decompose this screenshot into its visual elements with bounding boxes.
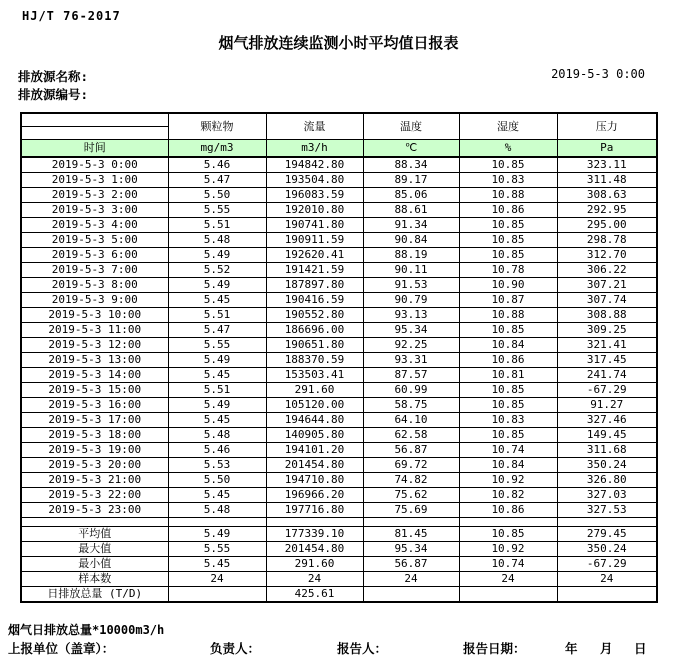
value-cell: 291.60: [266, 556, 363, 571]
table-row: [21, 586, 657, 602]
column-header: 湿度: [459, 113, 557, 139]
value-cell: 10.86: [459, 352, 557, 367]
row-time: 2019-5-3 19:00: [21, 442, 168, 457]
row-time: 2019-5-3 12:00: [21, 337, 168, 352]
row-time: 2019-5-3 18:00: [21, 427, 168, 442]
value-cell: 88.34: [363, 157, 459, 173]
value-cell: 308.63: [557, 187, 657, 202]
value-cell: 5.55: [168, 541, 266, 556]
value-cell: 192620.41: [266, 247, 363, 262]
value-cell: 5.47: [168, 172, 266, 187]
value-cell: 140905.80: [266, 427, 363, 442]
table-row: [21, 442, 657, 457]
header-spacer-cell: [21, 113, 168, 126]
table-row: [21, 187, 657, 202]
value-cell: 194710.80: [266, 472, 363, 487]
table-row: [21, 172, 657, 187]
table-row: [21, 337, 657, 352]
value-cell: 10.90: [459, 277, 557, 292]
summary-label: 最小值: [21, 556, 168, 571]
row-time: 2019-5-3 9:00: [21, 292, 168, 307]
value-cell: 190741.80: [266, 217, 363, 232]
value-cell: 5.52: [168, 262, 266, 277]
summary-rows: [21, 526, 657, 602]
value-cell: 10.85: [459, 157, 557, 173]
value-cell: 5.45: [168, 412, 266, 427]
table-row: [21, 397, 657, 412]
value-cell: 241.74: [557, 367, 657, 382]
column-header: 颗粒物: [168, 113, 266, 139]
value-cell: 10.86: [459, 502, 557, 517]
table-row: [21, 157, 657, 173]
table-row: [21, 571, 657, 586]
hourly-rows: [21, 157, 657, 518]
value-cell: 194101.20: [266, 442, 363, 457]
empty-cell: [168, 517, 266, 526]
value-cell: 10.85: [459, 397, 557, 412]
value-cell: 5.47: [168, 322, 266, 337]
value-cell: 91.53: [363, 277, 459, 292]
table-row: [21, 202, 657, 217]
year-label: 年: [565, 641, 578, 656]
value-cell: 186696.00: [266, 322, 363, 337]
unit-header: ℃: [363, 139, 459, 157]
value-cell: 5.45: [168, 487, 266, 502]
row-time: 2019-5-3 20:00: [21, 457, 168, 472]
value-cell: 88.61: [363, 202, 459, 217]
header-spacer-cell: [21, 126, 168, 139]
separator-row: [21, 517, 657, 526]
value-cell: 10.92: [459, 472, 557, 487]
value-cell: [459, 586, 557, 602]
table-row: [21, 556, 657, 571]
column-header: 压力: [557, 113, 657, 139]
value-cell: 91.27: [557, 397, 657, 412]
value-cell: 10.86: [459, 202, 557, 217]
row-time: 2019-5-3 0:00: [21, 157, 168, 173]
value-cell: 10.85: [459, 232, 557, 247]
value-cell: 62.58: [363, 427, 459, 442]
value-cell: 64.10: [363, 412, 459, 427]
value-cell: 5.49: [168, 247, 266, 262]
value-cell: 24: [266, 571, 363, 586]
value-cell: 306.22: [557, 262, 657, 277]
value-cell: 10.78: [459, 262, 557, 277]
value-cell: 5.45: [168, 292, 266, 307]
value-cell: 10.84: [459, 337, 557, 352]
value-cell: -67.29: [557, 556, 657, 571]
value-cell: 5.55: [168, 202, 266, 217]
value-cell: 5.49: [168, 397, 266, 412]
value-cell: 308.88: [557, 307, 657, 322]
value-cell: 81.45: [363, 526, 459, 541]
value-cell: 307.74: [557, 292, 657, 307]
value-cell: 105120.00: [266, 397, 363, 412]
signature-line: [0, 639, 677, 655]
value-cell: 201454.80: [266, 457, 363, 472]
value-cell: 10.85: [459, 322, 557, 337]
value-cell: 5.49: [168, 526, 266, 541]
table-row: [21, 352, 657, 367]
value-cell: 5.51: [168, 217, 266, 232]
value-cell: 425.61: [266, 586, 363, 602]
value-cell: -67.29: [557, 382, 657, 397]
value-cell: 177339.10: [266, 526, 363, 541]
table-row: [21, 367, 657, 382]
value-cell: 60.99: [363, 382, 459, 397]
row-time: 2019-5-3 5:00: [21, 232, 168, 247]
value-cell: 10.81: [459, 367, 557, 382]
value-cell: 10.74: [459, 442, 557, 457]
units-row: [21, 139, 657, 157]
time-header: 时间: [21, 139, 168, 157]
value-cell: 317.45: [557, 352, 657, 367]
value-cell: 91.34: [363, 217, 459, 232]
value-cell: 5.45: [168, 556, 266, 571]
table-row: [21, 292, 657, 307]
value-cell: 92.25: [363, 337, 459, 352]
value-cell: [557, 586, 657, 602]
total-emission-note: 烟气日排放总量*10000m3/h: [8, 623, 165, 637]
value-cell: 10.92: [459, 541, 557, 556]
empty-cell: [21, 517, 168, 526]
value-cell: 187897.80: [266, 277, 363, 292]
value-cell: 190651.80: [266, 337, 363, 352]
value-cell: 323.11: [557, 157, 657, 173]
value-cell: 190911.59: [266, 232, 363, 247]
value-cell: 10.85: [459, 247, 557, 262]
value-cell: 85.06: [363, 187, 459, 202]
table-row: [21, 277, 657, 292]
table-row: [21, 541, 657, 556]
value-cell: 56.87: [363, 556, 459, 571]
value-cell: 321.41: [557, 337, 657, 352]
table-row: [21, 382, 657, 397]
month-label: 月: [600, 641, 613, 656]
value-cell: 10.85: [459, 382, 557, 397]
value-cell: 10.83: [459, 412, 557, 427]
source-id-label: 排放源编号:: [18, 87, 89, 102]
value-cell: 193504.80: [266, 172, 363, 187]
row-time: 2019-5-3 14:00: [21, 367, 168, 382]
row-time: 2019-5-3 11:00: [21, 322, 168, 337]
row-time: 2019-5-3 21:00: [21, 472, 168, 487]
row-time: 2019-5-3 7:00: [21, 262, 168, 277]
report-date-label: 报告日期：: [463, 641, 526, 656]
value-cell: 89.17: [363, 172, 459, 187]
value-cell: 201454.80: [266, 541, 363, 556]
value-cell: 192010.80: [266, 202, 363, 217]
source-name-label: 排放源名称:: [18, 69, 89, 84]
value-cell: 10.74: [459, 556, 557, 571]
summary-label: 样本数: [21, 571, 168, 586]
report-unit-label: 上报单位（盖章）：: [8, 641, 115, 656]
value-cell: [168, 586, 266, 602]
unit-header: Pa: [557, 139, 657, 157]
empty-cell: [557, 517, 657, 526]
value-cell: 10.84: [459, 457, 557, 472]
value-cell: 93.13: [363, 307, 459, 322]
value-cell: 188370.59: [266, 352, 363, 367]
value-cell: 5.50: [168, 472, 266, 487]
column-header: 流量: [266, 113, 363, 139]
row-time: 2019-5-3 13:00: [21, 352, 168, 367]
value-cell: 58.75: [363, 397, 459, 412]
value-cell: 24: [459, 571, 557, 586]
value-cell: 5.45: [168, 367, 266, 382]
unit-header: %: [459, 139, 557, 157]
value-cell: 311.68: [557, 442, 657, 457]
value-cell: 311.48: [557, 172, 657, 187]
column-header: 温度: [363, 113, 459, 139]
value-cell: 24: [168, 571, 266, 586]
responsible-label: 负责人：: [210, 641, 261, 656]
value-cell: 90.11: [363, 262, 459, 277]
value-cell: 295.00: [557, 217, 657, 232]
row-time: 2019-5-3 4:00: [21, 217, 168, 232]
value-cell: 75.69: [363, 502, 459, 517]
value-cell: 191421.59: [266, 262, 363, 277]
value-cell: 56.87: [363, 442, 459, 457]
table-row: [21, 526, 657, 541]
empty-cell: [459, 517, 557, 526]
value-cell: 292.95: [557, 202, 657, 217]
value-cell: 327.46: [557, 412, 657, 427]
table-row: [21, 412, 657, 427]
value-cell: 190416.59: [266, 292, 363, 307]
value-cell: 326.80: [557, 472, 657, 487]
table-row: [21, 307, 657, 322]
empty-cell: [363, 517, 459, 526]
day-label: 日: [634, 641, 647, 656]
value-cell: 10.88: [459, 307, 557, 322]
value-cell: 298.78: [557, 232, 657, 247]
unit-header: mg/m3: [168, 139, 266, 157]
value-cell: 350.24: [557, 541, 657, 556]
value-cell: 5.48: [168, 427, 266, 442]
standard-number: HJ/T 76-2017: [22, 9, 121, 23]
row-time: 2019-5-3 2:00: [21, 187, 168, 202]
value-cell: 75.62: [363, 487, 459, 502]
value-cell: 95.34: [363, 322, 459, 337]
value-cell: 190552.80: [266, 307, 363, 322]
value-cell: 88.19: [363, 247, 459, 262]
value-cell: 350.24: [557, 457, 657, 472]
table-row: [21, 247, 657, 262]
row-time: 2019-5-3 23:00: [21, 502, 168, 517]
page-title: 烟气排放连续监测小时平均值日报表: [218, 34, 459, 52]
value-cell: 69.72: [363, 457, 459, 472]
value-cell: 74.82: [363, 472, 459, 487]
value-cell: 307.21: [557, 277, 657, 292]
value-cell: 24: [363, 571, 459, 586]
row-time: 2019-5-3 6:00: [21, 247, 168, 262]
table-row: [21, 322, 657, 337]
table-row: [21, 457, 657, 472]
table-row: [21, 502, 657, 517]
row-time: 2019-5-3 15:00: [21, 382, 168, 397]
unit-header: m3/h: [266, 139, 363, 157]
summary-label: 日排放总量 (T/D): [21, 586, 168, 602]
row-time: 2019-5-3 22:00: [21, 487, 168, 502]
value-cell: 279.45: [557, 526, 657, 541]
pollutant-header-row: [21, 113, 657, 126]
row-time: 2019-5-3 1:00: [21, 172, 168, 187]
value-cell: 327.03: [557, 487, 657, 502]
value-cell: 197716.80: [266, 502, 363, 517]
value-cell: 87.57: [363, 367, 459, 382]
value-cell: 309.25: [557, 322, 657, 337]
value-cell: 10.83: [459, 172, 557, 187]
value-cell: 196083.59: [266, 187, 363, 202]
value-cell: 194644.80: [266, 412, 363, 427]
value-cell: 10.85: [459, 427, 557, 442]
value-cell: 90.79: [363, 292, 459, 307]
value-cell: 5.50: [168, 187, 266, 202]
value-cell: [363, 586, 459, 602]
row-time: 2019-5-3 8:00: [21, 277, 168, 292]
value-cell: 5.46: [168, 157, 266, 173]
value-cell: 24: [557, 571, 657, 586]
summary-label: 最大值: [21, 541, 168, 556]
value-cell: 10.82: [459, 487, 557, 502]
reporter-label: 报告人：: [337, 641, 388, 656]
value-cell: 5.48: [168, 502, 266, 517]
table-row: [21, 472, 657, 487]
value-cell: 10.87: [459, 292, 557, 307]
row-time: 2019-5-3 17:00: [21, 412, 168, 427]
value-cell: 327.53: [557, 502, 657, 517]
value-cell: 196966.20: [266, 487, 363, 502]
value-cell: 5.49: [168, 352, 266, 367]
value-cell: 5.55: [168, 337, 266, 352]
table-row: [21, 427, 657, 442]
report-datetime: 2019-5-3 0:00: [551, 67, 645, 81]
row-time: 2019-5-3 3:00: [21, 202, 168, 217]
value-cell: 5.48: [168, 232, 266, 247]
value-cell: 93.31: [363, 352, 459, 367]
row-time: 2019-5-3 10:00: [21, 307, 168, 322]
table-row: [21, 487, 657, 502]
value-cell: 10.88: [459, 187, 557, 202]
empty-cell: [266, 517, 363, 526]
value-cell: 90.84: [363, 232, 459, 247]
value-cell: 5.51: [168, 382, 266, 397]
value-cell: 312.70: [557, 247, 657, 262]
value-cell: 95.34: [363, 541, 459, 556]
value-cell: 5.46: [168, 442, 266, 457]
value-cell: 149.45: [557, 427, 657, 442]
value-cell: 291.60: [266, 382, 363, 397]
value-cell: 194842.80: [266, 157, 363, 173]
monitoring-table: [20, 112, 658, 603]
table-row: [21, 217, 657, 232]
value-cell: 10.85: [459, 217, 557, 232]
table-row: [21, 262, 657, 277]
value-cell: 5.51: [168, 307, 266, 322]
table-row: [21, 232, 657, 247]
row-time: 2019-5-3 16:00: [21, 397, 168, 412]
summary-label: 平均值: [21, 526, 168, 541]
value-cell: 5.49: [168, 277, 266, 292]
value-cell: 5.53: [168, 457, 266, 472]
value-cell: 153503.41: [266, 367, 363, 382]
value-cell: 10.85: [459, 526, 557, 541]
